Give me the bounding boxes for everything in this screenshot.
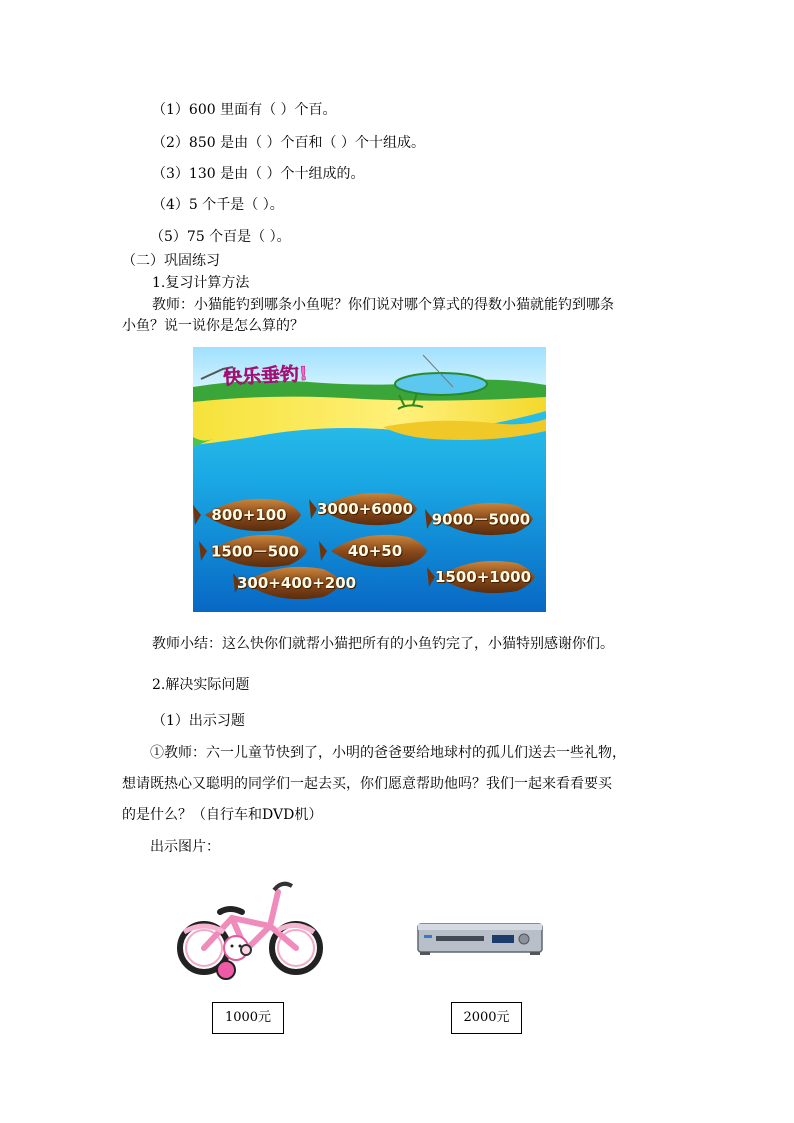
bicycle-picture	[174, 866, 330, 988]
show-pictures-label: 出示图片：	[150, 839, 220, 855]
subsection-heading-2: 2.解决实际问题	[152, 677, 250, 693]
paragraph-line-2: 想请既热心又聪明的同学们一起去买，你们愿意帮助他吗？我们一起来看看要买	[122, 776, 612, 792]
question-4: （4）5 个千是（ ）。	[152, 197, 284, 213]
dvd-price-box: 2000元	[451, 1002, 522, 1034]
teacher-question-line-2: 小鱼？说一说你是怎么算的？	[122, 318, 304, 334]
teacher-question-line-1: 教师：小猫能钓到哪条小鱼呢？你们说对哪个算式的得数小猫就能钓到哪条	[152, 297, 614, 313]
paragraph-line-1: ①教师：六一儿童节快到了，小明的爸爸要给地球村的孤儿们送去一些礼物，	[150, 745, 626, 761]
bicycle-icon	[174, 866, 330, 988]
question-1: （1）600 里面有（ ）个百。	[152, 102, 337, 118]
fish-label-4: 1500－500	[210, 542, 300, 561]
bicycle-price-box: 1000元	[212, 1002, 284, 1034]
fish-label-5: 40+50	[347, 542, 403, 560]
dvd-player-picture	[416, 920, 544, 958]
question-2: （2）850 是由（ ）个百和（ ）个十组成。	[152, 135, 425, 151]
fish-label-7: 300+400+200	[237, 574, 357, 592]
fishing-game-title: 快乐垂钓!	[222, 362, 309, 390]
fish-label-1: 800+100	[211, 506, 287, 524]
section-heading: （二）巩固练习	[122, 253, 220, 269]
fish-label-6: 1500+1000	[434, 568, 532, 586]
question-5: （5）75 个百是（ ）。	[150, 229, 291, 245]
show-exercise: （1）出示习题	[152, 713, 245, 729]
fish-label-2: 3000+6000	[316, 500, 414, 518]
teacher-summary: 教师小结：这么快你们就帮小猫把所有的小鱼钓完了，小猫特别感谢你们。	[152, 636, 614, 652]
fish-label-3: 9000－5000	[431, 510, 531, 529]
fishing-game-picture	[193, 347, 546, 612]
paragraph-line-3: 的是什么？（自行车和DVD机）	[122, 807, 323, 823]
dvd-player-icon	[416, 920, 544, 958]
question-3: （3）130 是由（ ）个十组成的。	[152, 166, 365, 182]
subsection-heading-1: 1.复习计算方法	[152, 275, 250, 291]
